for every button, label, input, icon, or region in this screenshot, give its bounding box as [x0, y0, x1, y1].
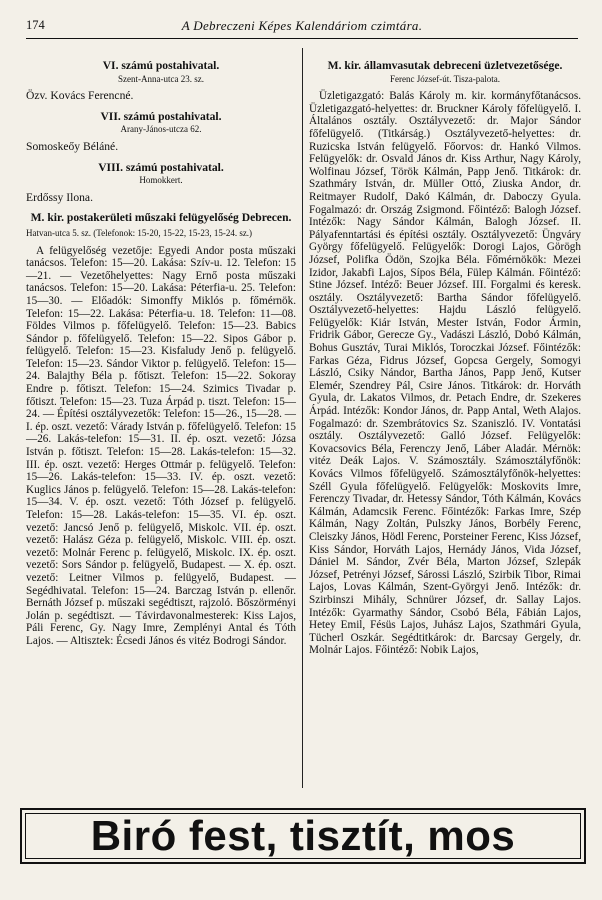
banner-frame — [25, 813, 581, 859]
banner-text: Biró fest, tisztít, mos — [90, 812, 516, 859]
body-paragraph: Üzletigazgató: Balás Károly m. kir. kormányfőtanácsos. Üzletigazgató-helyettes: dr. Bruckner Károly főfelügyelő. I. Általános osztály. Osztályvezető: dr. Major Sándor főfelügyelő. (Titkárság.) Osztályvezető-helyettes: dr. Ruzicska István felügyelő. Főorvos: dr. Hankó Vilmos. Felügyelők: dr. Osvald János dr. Kiss Arthur, Nagy Károly, Wolfinau József, Török Kálmán, Papp Jenő. Titkárok: dr. Szathmáry István, dr. Müller Ottó, Ziuska Andor, dr. Reitmayer Rudolf, Dakó Kálmán, dr. Daboczy Gyula. Fogalmazó: dr. Ország Zsigmond. Főintéző: Balogh József. Intézők: Nagy Sándor Kálmán, Balogh József. II. Pályafenntartási és építési osztály. Osztályvezető: Üngváry György főfelügyelő. Felügyelők: Dorogi Lajos, Görögh József, Polifka Ödön, Szojka Béla. Főmérnökök: Mezei Izidor, Jakabfi Lajos, Sípos Béla, Fülep Kálmán. Főintéző: Stine József. Intéző: Beuer József. III. Forgalmi és keresk. osztály. Osztályvezető: Bartha Sándor főfelügyelő. Osztályvezető-helyettes: Hajdu László felügyelő. Felügyelők: Kiár István, Mester István, Fodor Ármin, Fridrik Gábor, Gerecze Gy., Vadászi László, Dobó Kálmán, Bohus Gusztáv, Turai Miklós, Toroczkai József. Főintézők: Farkas Géza, Fidrus József, Gopcsa Gergely, Somogyi László, Csiky Nándor, Bartha János, Papp Jenő, Kutser Elemér, Szendrey Pál, Csire János. Titkárok: dr. Horváth Gyula, dr. Lakatos Vilmos, dr. Petach Endre, dr. Szekeres Árpád. Intézők: Kondor János, dr. Papp Antal, Weth Alajos. Fogalmazó: dr. Szembrátovics Sz. Szaniszló. IV. Vontatási osztály. Osztályvezető: Galló József. Felügyelők: Kovacsovics Béla, Ferenczy Jenő, Láber Aladár. Mérnök: vitéz Deák Lajos. V. Számosztály. Számosztályfőnök: Kovács Vilmos főfelügyelő. Számosztályfőnök-helyettes: Széll Gyula főfelügyelő. Felügyelők: Moskovits Imre, Ferenczy Tivadar, dr. Hetessy Sándor, Tóth Kálmán, Kovács Kálmán, Adamcsik Ferenc. Főintézők: Farkas Imre, Szép Kálmán, Nagy Zoltán, Pulszky János, Borbély Ferenc, Cleiszky János, Hödl Ferenc, Porsteiner Ferenc, Kiss József, Kiss Sándor, Horváth Lajos, Hernády János, Vida József, Dániel M. Sándor, Zvér Béla, Marton József, Szlepák József, Petrényi József, Sárossi László, Szirbik Tibor, Rimai Lajos, Lovas Kálmán, Szent-Györgyi Jenő. Intézők: dr. Szirbinszi Mihály, Schnürer József, dr. Sallay Lajos. Intézők: Gyarmathy Sándor, Csobó Béla, Fábián Lajos, Hetey Emil, Fésüs Lajos, Juhász Lajos, Szathmári Gyula, Tücherl Oszkár. Segédtitkárok: dr. Barcsay Gergely, dr. Molnár Lajos. Főintéző: Nobik Lajos, — [309, 90, 581, 657]
page-header — [26, 18, 578, 42]
section-address: Homokkert. — [139, 175, 183, 186]
section-address: Szent-Anna-utca 23. sz. — [118, 73, 204, 84]
section-title: M. kir. postakerületi műszaki felügyelőség Debrecen. — [30, 211, 292, 225]
right-column — [309, 56, 581, 657]
body-paragraph: A felügyelőség vezetője: Egyedi Andor posta műszaki tanácsos. Telefon: 15—20. Lakása: Szív-u. 12. Telefon: 15—21. — Vezetőhelyettes: Nagy Ernő posta műszaki tanácsos. Telefon: 15—20. Lakása: Péterfia-u. 25. Telefon: 15—30. — Előadók: Simonffy Miklós p. főmérnök. Telefon: 15—22. Lakása: Péterfia-u. 18. Telefon: 11—08. Földes Vilmos p. főfelügyelő. Telefon: 15—23. Babics Sándor p. főfelügyelő. Telefon: 15—22. Sipos Gábor p. felügyelő. Telefon: 15—23. Kisfaludy Jenő p. felügyelő. Telefon: 15—23. Sándor Viktor p. felügyelő. Telefon: 15—24. Balajthy Béla p. főtiszt. Telefon: 15—22. Sokoray Endre p. főtiszt. Telefon: 15—24. Szimics Tivadar p. főtiszt. Telefon: 15—23. Tuza Árpád p. tiszt. Telefon: 15—24. — Építési osztályvezetők: Telefon: 15—26., 15—28. — I. ép. oszt. vezető: Várady István p. főfelügyelő. Telefon: 15—26. Lakás-telefon: 15—31. II. ép. oszt. vezető: Józsa István p. főtiszt. Telefon: 15—28. Lakás-telefon: 15—32. III. ép. oszt. vezető: Herges Ottmár p. felügyelő. Telefon: 15—26. Lakás-telefon: 15—33. IV. ép. oszt. vezető: Kuglics János p. felügyelő. Telefon: 15—28. Lakás-telefon: 15—34. V. ép. oszt. vezető: Tóth József p. felügyelő. Telefon: 15—28. Lakás-telefon: 15—35. VI. ép. oszt. vezető: Jancsó Jenő p. felügyelő, Miskolc. VII. ép. oszt. vezető: Halász Géza p. felügyelő, Miskolc. VIII. ép. oszt. vezető: Molnár Ferenc p. felügyelő, Miskolc. IX. ép. oszt. vezető: Sors Sándor p. felügyelő, Budapest. — X. ép. oszt. vezető: Leitner Vilmos p. felügyelő, Budapest. — Segédhivatal. Telefon: 15—24. Barczag István p. ellenőr. Bernáth József p. műszaki segédtiszt, rajzoló. Bőszörményi Jolán p. segédtiszt. — Távirdavonalmesterek: Kiss Lajos, Páli Ferenc, Gy. Nagy Imre, Zemplényi Antal és Tóth Lajos. — Altisztek: Écsedi János és vitéz Bodrogi Sándor. — [26, 244, 296, 647]
left-column — [26, 56, 296, 648]
section-address: Ferenc József-út. Tisza-palota. — [390, 73, 500, 84]
section-address: Arany-János-utcza 62. — [120, 124, 202, 135]
section-title: VI. számú postahivatal. — [102, 59, 220, 72]
section-person: Erdőssy Ilona. — [26, 190, 93, 204]
advertisement-banner — [20, 808, 586, 864]
page-number: 174 — [26, 18, 45, 32]
running-title: A Debreczeni Képes Kalendáriom czimtára. — [181, 18, 423, 33]
section-person: Somoskeőy Béláné. — [26, 139, 119, 153]
section-address: Hatvan-utca 5. sz. (Telefonok: 15-20, 15-22, 15-23, 15-24. sz.) — [26, 227, 253, 238]
column-divider — [302, 48, 303, 788]
section-title: VIII. számú postahivatal. — [98, 160, 224, 174]
section-title: M. kir. államvasutak debreceni üzletvezetősége. — [327, 59, 563, 72]
section-title: VII. számú postahivatal. — [100, 109, 222, 123]
header-rule — [26, 38, 578, 39]
section-person: Özv. Kovács Ferencné. — [26, 89, 134, 103]
